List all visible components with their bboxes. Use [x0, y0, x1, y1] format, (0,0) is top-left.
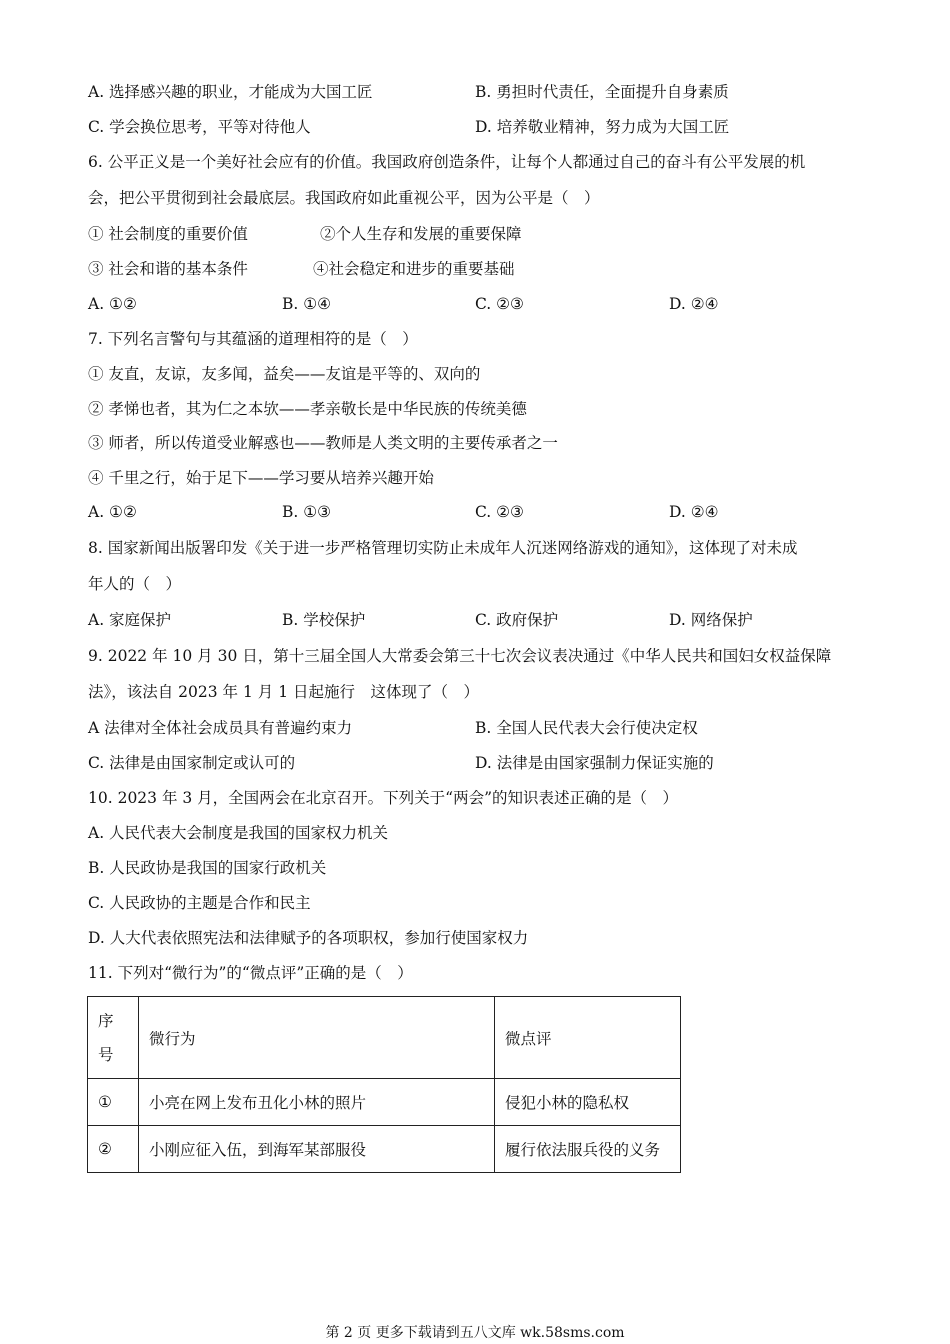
q6-option-a: A. ①②: [88, 295, 137, 313]
table-cell-behavior: 小刚应征入伍，到海军某部服役: [139, 1126, 495, 1173]
table-header-no: [88, 997, 139, 1079]
page-footer: 第 2 页 更多下载请到五八文库 wk.58sms.com: [325, 1325, 625, 1341]
q11-table: [87, 996, 681, 1173]
table-cell-comment: 履行依法服兵役的义务: [495, 1126, 681, 1173]
table-header-no-line2: 号: [98, 1045, 114, 1064]
q6-item-2: ②个人生存和发展的重要保障: [320, 225, 522, 243]
q10-stem: 10. 2023 年 3 月，全国两会在北京召开。下列关于“两会”的知识表述正确的是（ ）: [88, 789, 679, 807]
table-cell-no: ②: [88, 1126, 139, 1173]
q7-item-1: ① 友直，友谅，友多闻，益矣——友谊是平等的、双向的: [88, 365, 481, 383]
q7-option-a: A. ①②: [88, 503, 137, 521]
q6-item-4: ④社会稳定和进步的重要基础: [313, 260, 515, 278]
q5-option-c: C. 学会换位思考，平等对待他人: [88, 118, 311, 136]
q8-option-a: A. 家庭保护: [88, 611, 172, 629]
table-row: [88, 1079, 681, 1126]
q6-item-3: ③ 社会和谐的基本条件: [88, 260, 248, 278]
q9-stem-line1: 9. 2022 年 10 月 30 日，第十三届全国人大常委会第三十七次会议表决通过《中华人民共和国妇女权益保障: [88, 647, 832, 665]
q6-stem-line1: 6. 公平正义是一个美好社会应有的价值。我国政府创造条件，让每个人都通过自己的奋斗有公平发展的机: [88, 153, 806, 171]
q9-option-b: B. 全国人民代表大会行使决定权: [475, 719, 698, 737]
q9-option-d: D. 法律是由国家强制力保证实施的: [475, 754, 714, 772]
q10-option-a: A. 人民代表大会制度是我国的国家权力机关: [88, 824, 389, 842]
q6-option-b: B. ①④: [282, 295, 332, 313]
table-cell-no: ①: [88, 1079, 139, 1126]
q11-stem: 11. 下列对“微行为”的“微点评”正确的是（ ）: [88, 964, 413, 982]
q7-item-2: ② 孝悌也者，其为仁之本欤——孝亲敬长是中华民族的传统美德: [88, 400, 527, 418]
table-header-row: [88, 997, 681, 1079]
table-row: [88, 1126, 681, 1173]
q8-option-c: C. 政府保护: [475, 611, 559, 629]
q9-option-a: A 法律对全体社会成员具有普遍约束力: [88, 719, 353, 737]
table-header-behavior: 微行为: [139, 997, 495, 1079]
q8-stem-line1: 8. 国家新闻出版署印发《关于进一步严格管理切实防止未成年人沉迷网络游戏的通知》，这体现了对未成: [88, 539, 798, 557]
q7-option-b: B. ①③: [282, 503, 332, 521]
q9-stem-line2: 法》，该法自 2023 年 1 月 1 日起施行 这体现了（ ）: [88, 683, 479, 701]
q10-option-d: D. 人大代表依照宪法和法律赋予的各项职权，参加行使国家权力: [88, 929, 529, 947]
q5-option-d: D. 培养敬业精神，努力成为大国工匠: [475, 118, 730, 136]
q9-option-c: C. 法律是由国家制定或认可的: [88, 754, 296, 772]
q6-item-1: ① 社会制度的重要价值: [88, 225, 248, 243]
q7-option-d: D. ②④: [669, 503, 719, 521]
q8-option-d: D. 网络保护: [669, 611, 753, 629]
q10-option-b: B. 人民政协是我国的国家行政机关: [88, 859, 327, 877]
q8-stem-line2: 年人的（ ）: [88, 575, 182, 593]
table-cell-behavior: 小亮在网上发布丑化小林的照片: [139, 1079, 495, 1126]
q6-stem-line2: 会，把公平贯彻到社会最底层。我国政府如此重视公平，因为公平是（ ）: [88, 189, 600, 207]
q5-option-b: B. 勇担时代责任，全面提升自身素质: [475, 83, 729, 101]
q6-option-d: D. ②④: [669, 295, 719, 313]
table-cell-comment: 侵犯小林的隐私权: [495, 1079, 681, 1126]
q8-option-b: B. 学校保护: [282, 611, 366, 629]
table-header-no-line1: 序: [98, 1011, 114, 1030]
q7-item-3: ③ 师者，所以传道受业解惑也——教师是人类文明的主要传承者之一: [88, 434, 558, 452]
q7-item-4: ④ 千里之行，始于足下——学习要从培养兴趣开始: [88, 469, 434, 487]
q5-option-a: A. 选择感兴趣的职业，才能成为大国工匠: [88, 83, 373, 101]
table-header-comment: 微点评: [495, 997, 681, 1079]
q7-stem: 7. 下列名言警句与其蕴涵的道理相符的是（ ）: [88, 330, 418, 348]
q7-option-c: C. ②③: [475, 503, 524, 521]
q6-option-c: C. ②③: [475, 295, 524, 313]
q10-option-c: C. 人民政协的主题是合作和民主: [88, 894, 311, 912]
